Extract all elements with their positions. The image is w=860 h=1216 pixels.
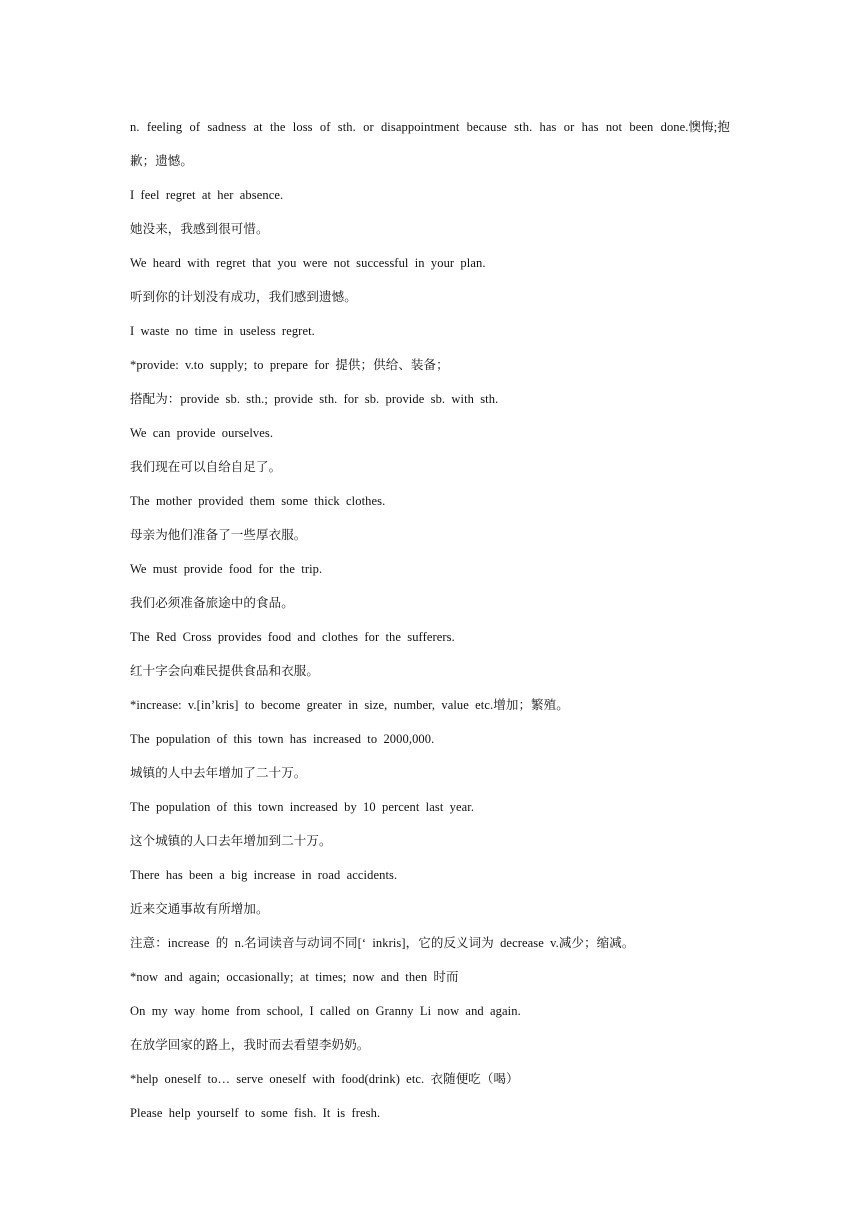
example-sentence: We heard with regret that you were not successful in your plan. xyxy=(130,256,486,270)
example-sentence: The population of this town increased by 10 percent last year. xyxy=(130,800,475,814)
usage-note: 注意：increase 的 n.名词读音与动词不同[‘ inkris]，它的反义词为 decrease v.减少；缩减。 xyxy=(130,936,635,950)
example-sentence: Please help yourself to some fish. It is fresh. xyxy=(130,1106,381,1120)
example-translation: 在放学回家的路上，我时而去看望李奶奶。 xyxy=(130,1038,370,1052)
collocation-note: 搭配为：provide sb. sth.; provide sth. for sb. provide sb. with sth. xyxy=(130,392,499,406)
definition-regret-noun: n. feeling of sadness at the loss of sth. or disappointment because sth. has or has not been done.懊悔;抱歉；遗憾。 xyxy=(130,120,730,168)
example-sentence: I feel regret at her absence. xyxy=(130,188,284,202)
example-translation: 听到你的计划没有成功，我们感到遗憾。 xyxy=(130,290,357,304)
example-sentence: I waste no time in useless regret. xyxy=(130,324,315,338)
entry-increase: *increase: v.[in’kris] to become greater in size, number, value etc.增加；繁殖。 xyxy=(130,698,569,712)
example-translation: 她没来，我感到很可惜。 xyxy=(130,222,269,236)
example-translation: 母亲为他们准备了一些厚衣服。 xyxy=(130,528,307,542)
example-sentence: The population of this town has increased to 2000,000. xyxy=(130,732,435,746)
example-sentence: We can provide ourselves. xyxy=(130,426,274,440)
document-body xyxy=(130,110,730,1130)
example-sentence: There has been a big increase in road accidents. xyxy=(130,868,398,882)
entry-now-and-again: *now and again; occasionally; at times; now and then 时而 xyxy=(130,970,459,984)
example-translation: 我们现在可以自给自足了。 xyxy=(130,460,282,474)
example-sentence: The mother provided them some thick clothes. xyxy=(130,494,386,508)
example-sentence: We must provide food for the trip. xyxy=(130,562,323,576)
example-sentence: On my way home from school, I called on Granny Li now and again. xyxy=(130,1004,521,1018)
example-translation: 近来交通事故有所增加。 xyxy=(130,902,269,916)
entry-provide: *provide: v.to supply; to prepare for 提供；供给、装备； xyxy=(130,358,449,372)
entry-help-oneself-to: *help oneself to… serve oneself with food(drink) etc. 衣随便吃（喝） xyxy=(130,1072,519,1086)
example-translation: 城镇的人中去年增加了二十万。 xyxy=(130,766,307,780)
example-translation: 红十字会向难民提供食品和衣服。 xyxy=(130,664,320,678)
example-sentence: The Red Cross provides food and clothes for the sufferers. xyxy=(130,630,455,644)
example-translation: 我们必须准备旅途中的食品。 xyxy=(130,596,294,610)
example-translation: 这个城镇的人口去年增加到二十万。 xyxy=(130,834,332,848)
